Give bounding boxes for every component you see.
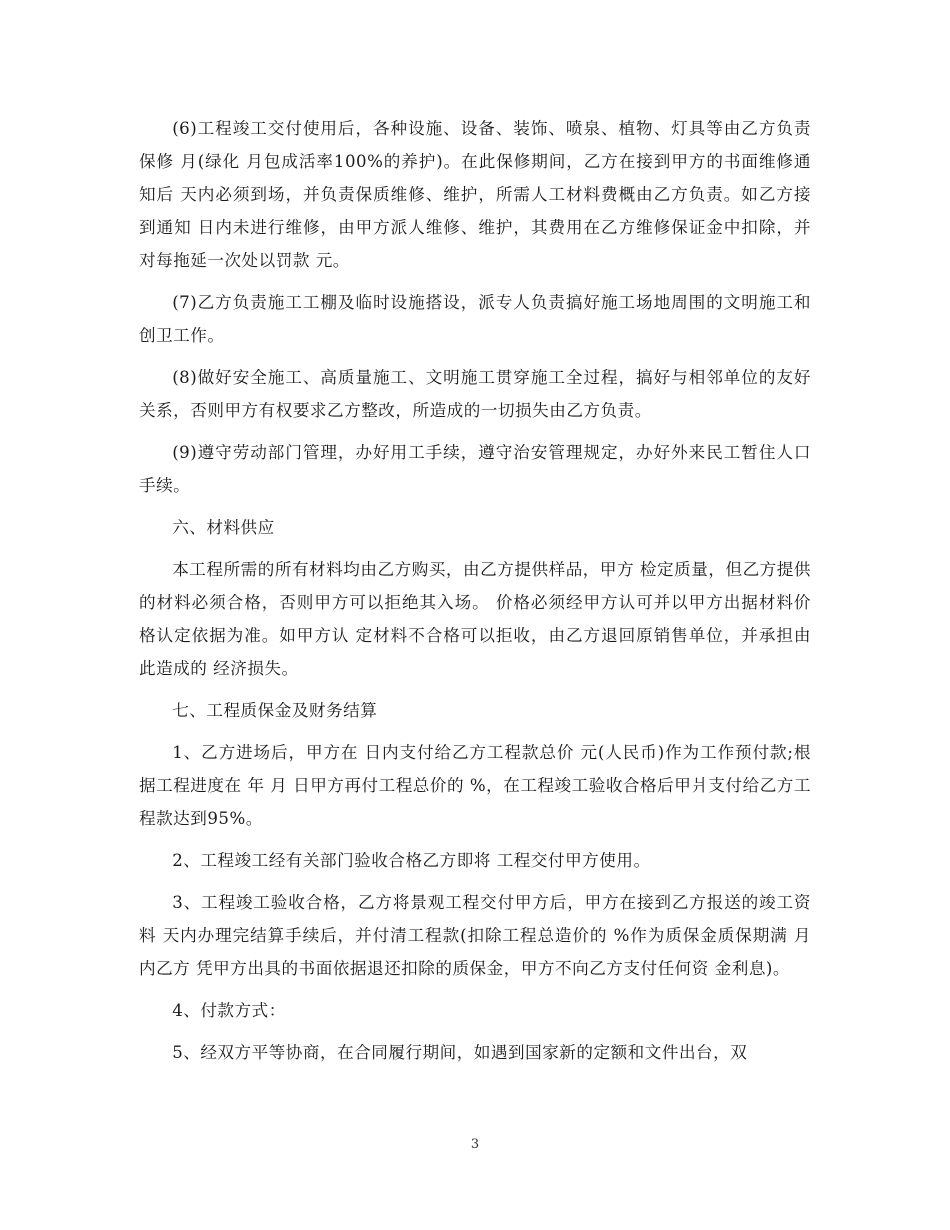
paragraph-payment-method-4: 4、付款方式： bbox=[172, 1001, 286, 1020]
paragraph-handover-2: 2、工程竣工经有关部门验收合格乙方即将 工程交付甲方使用。 bbox=[172, 851, 651, 870]
document-page bbox=[139, 112, 811, 1078]
paragraph-material-supply: 本工程所需的所有材料均由乙方购买，由乙方提供样品，甲方 检定质量，但乙方提供的材料必须合格，否则甲方可以拒绝其入场。 价格必须经甲方认可并以甲方出据材料价格认定依据为准。如甲方认 定材料不合格可以拒收，由乙方退回原销售单位，并承担由此造成的 经济损失。 bbox=[139, 560, 811, 678]
page-number: 3 bbox=[470, 1137, 480, 1152]
paragraph-labor-management-9: (9)遵守劳动部门管理，办好用工手续，遵守治安管理规定，办好外来民工暂住人口手续。 bbox=[139, 443, 811, 495]
paragraph-temporary-facilities-7: (7)乙方负责施工工棚及临时设施搭设，派专人负责搞好施工场地周围的文明施工和创卫工作。 bbox=[139, 293, 811, 345]
paragraph-negotiation-5: 5、经双方平等协商，在合同履行期间，如遇到国家新的定额和文件出台，双 bbox=[172, 1043, 748, 1062]
paragraph-warranty-6: (6)工程竣工交付使用后，各种设施、设备、装饰、喷泉、植物、灯具等由乙方负责保修 月(绿化 月包成活率100%的养护)。在此保修期间，乙方在接到甲方的书面维修通知后 天内必须到场，并负责保质维修、维护，所需人工材料费概由乙方负责。如乙方接到通知 日内未进行维修，由甲方派人维修、维护，其费用在乙方维修保证金中扣除，并对每拖延一次处以罚款 元。 bbox=[139, 119, 811, 270]
paragraph-safe-construction-8: (8)做好安全施工、高质量施工、文明施工贯穿施工全过程，搞好与相邻单位的友好关系，否则甲方有权要求乙方整改，所造成的一切损失由乙方负责。 bbox=[139, 368, 811, 420]
section-heading-settlement: 七、工程质保金及财务结算 bbox=[172, 701, 378, 720]
section-heading-material-supply: 六、材料供应 bbox=[172, 518, 275, 537]
paragraph-final-settlement-3: 3、工程竣工验收合格，乙方将景观工程交付甲方后，甲方在接到乙方报送的竣工资料 天内办理完结算手续后，并付清工程款(扣除工程总造价的 %作为质保金质保期满 月内乙方 凭甲方出具的书面依据退还扣除的质保金，甲方不向乙方支付任何资 金利息)。 bbox=[139, 893, 811, 978]
paragraph-payment-1: 1、乙方进场后，甲方在 日内支付给乙方工程款总价 元(人民币)作为工作预付款;根据工程进度在 年 月 日甲方再付工程总价的 %，在工程竣工验收合格后甲爿支付给乙方工程款达到95%。 bbox=[139, 743, 811, 828]
